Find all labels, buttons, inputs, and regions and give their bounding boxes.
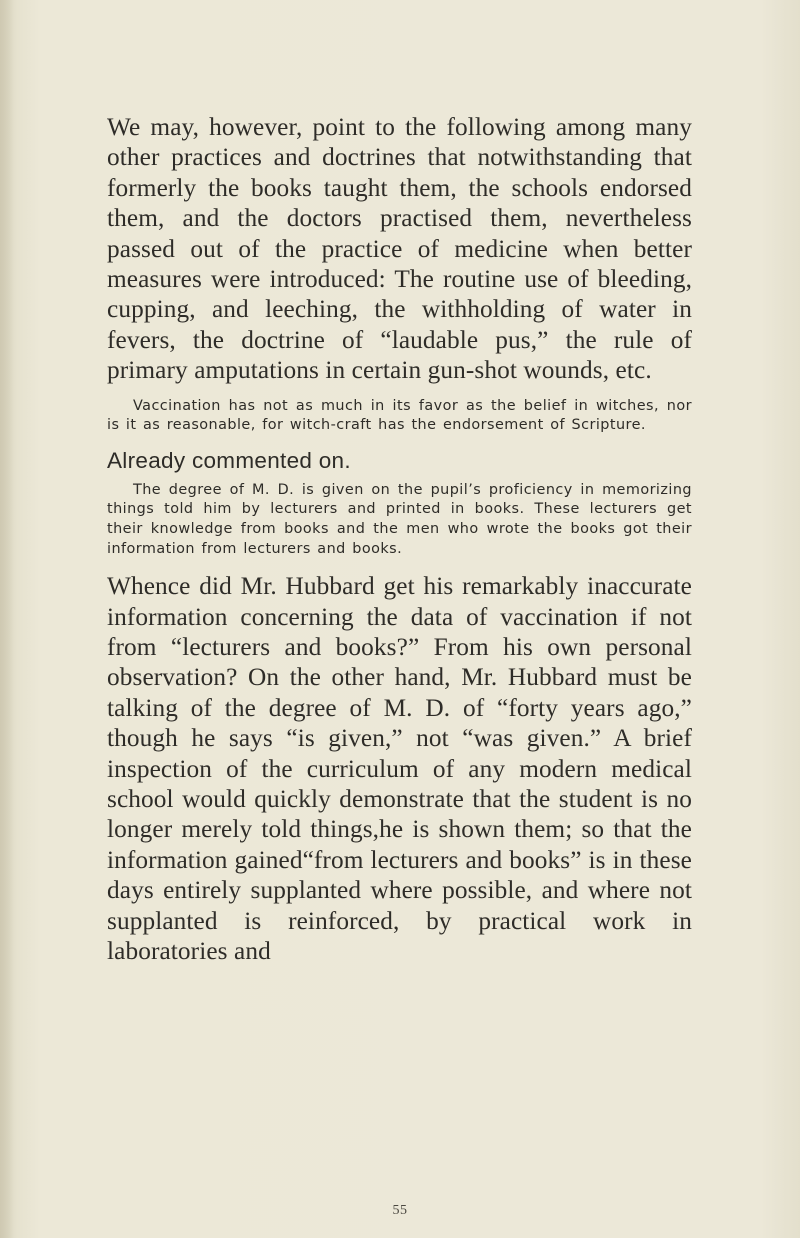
rebuttal-note: Already commented on. <box>107 447 351 473</box>
block-quote-degree: The degree of M. D. is given on the pupil’s proficiency in memorizing things told him by lecturers and printed in books. These lecturers get their knowledge from books and the men who wrote the books got their information from lecturers and books. <box>107 481 692 557</box>
body-paragraph-1: We may, however, point to the following among many other practices and doctrines that notwithstanding that formerly the books taught them, the schools endorsed them, and the doctors practised them, nevertheless passed out of the practice of medicine when better measures were introduced: The routine use of bleeding, cupping, and leeching, the withholding of water in fevers, the doctrine of “laudable pus,” the rule of primary amputations in certain gun-shot wounds, etc. <box>107 113 692 385</box>
page-gutter-shadow <box>0 0 14 1238</box>
page-number: 55 <box>392 1203 408 1218</box>
text-column <box>107 112 692 967</box>
body-paragraph-2: Whence did Mr. Hubbard get his remarkably inaccurate information concerning the data of vaccination if not from “lecturers and books?” From his own personal observation? On the other hand, Mr. Hubbard must be talking of the degree of M. D. of “forty years ago,” though he says “is given,” not “was given.” A brief inspection of the curriculum of any modern medical school would quickly demonstrate that the student is no longer merely told things,he is shown them; so that the information gained“from lecturers and books” is in these days entirely supplanted where possible, and where not supplanted is reinforced, by practical work in laboratories and <box>107 572 692 966</box>
block-quote-vaccination: Vaccination has not as much in its favor as the belief in witches, nor is it as reasonable, for witch-craft has the endorsement of Scripture. <box>107 397 692 434</box>
